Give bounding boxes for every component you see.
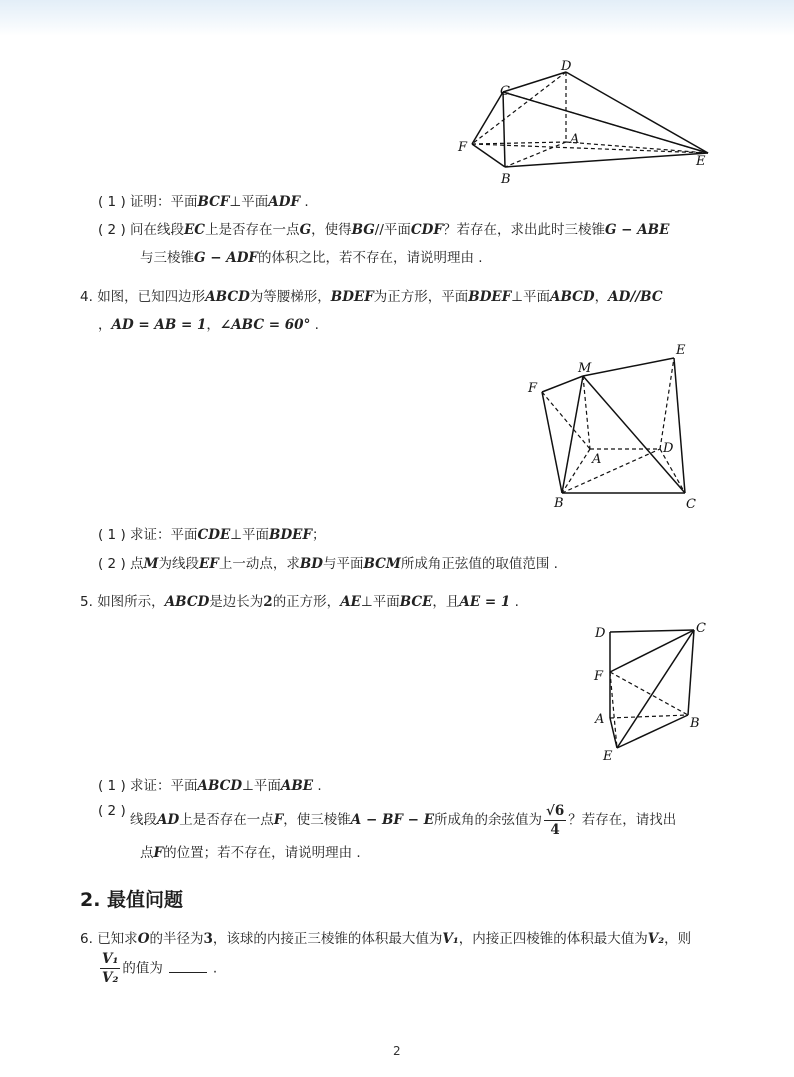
- part-number: ( 1 ): [98, 527, 126, 543]
- math: ∠ABC = 60°: [219, 317, 311, 333]
- label-D: D: [663, 441, 674, 456]
- text: 所成角正弦值的取值范围 .: [400, 556, 558, 572]
- text: 上是否存在一点: [205, 222, 300, 238]
- math: EC: [184, 222, 206, 238]
- fraction-sqrt6-over-4: [544, 802, 566, 839]
- q4-part1: [98, 525, 326, 545]
- math: AD = AB = 1: [111, 317, 207, 333]
- text: ？若存在，求出此时三棱锥: [442, 222, 605, 238]
- fraction-denominator: 4: [550, 821, 560, 838]
- text: 的位置；若不存在，请说明理由 .: [163, 845, 361, 861]
- part-number: ( 1 ): [98, 194, 126, 210]
- text: ，: [206, 317, 220, 333]
- q5-part2: [98, 800, 676, 840]
- q4-statement: [80, 287, 663, 307]
- math: BCE: [399, 594, 433, 610]
- question-number: 4.: [80, 289, 93, 305]
- symbol: ⊥: [360, 594, 373, 610]
- text: ；: [312, 527, 326, 543]
- label-A: A: [570, 132, 580, 147]
- label-E: E: [696, 154, 706, 169]
- header-band: [0, 0, 794, 36]
- label-C: C: [500, 84, 510, 99]
- text: 的体积之比，若不存在，请说明理由 .: [258, 250, 483, 266]
- text: 为正方形，平面: [373, 289, 469, 305]
- label-B: B: [690, 716, 700, 731]
- q6-statement-cont: [98, 950, 217, 987]
- math: BDEF: [468, 289, 512, 305]
- text: 的值为: [122, 960, 163, 977]
- part-number: ( 2 ): [98, 803, 126, 819]
- symbol: ⊥: [242, 778, 254, 794]
- text: 上一动点，求: [218, 556, 300, 572]
- answer-blank[interactable]: [169, 960, 207, 973]
- q4-statement-cont: [98, 315, 319, 335]
- fraction-numerator: √6: [545, 802, 565, 819]
- math: ABCD: [550, 289, 595, 305]
- math: ADF: [268, 194, 301, 210]
- text: 点: [130, 556, 144, 572]
- math: AE = 1: [459, 594, 511, 610]
- question-number: 5.: [80, 594, 93, 610]
- symbol: ⊥: [230, 527, 243, 543]
- text: 线段: [130, 812, 158, 828]
- text: 与平面: [322, 556, 364, 572]
- figure-q4: [520, 338, 710, 516]
- math: G: [299, 222, 312, 238]
- part-number: ( 1 ): [98, 778, 126, 794]
- math: BDEF: [269, 527, 313, 543]
- label-C: C: [696, 621, 706, 636]
- text: 已知求: [97, 931, 138, 947]
- text: 平面: [242, 527, 270, 543]
- label-D: D: [561, 59, 572, 74]
- text: 证明：平面: [130, 194, 198, 210]
- text: 平面: [241, 194, 269, 210]
- text: 为等腰梯形，: [249, 289, 331, 305]
- text: 是边长为: [209, 594, 264, 610]
- q3-part1: [98, 192, 309, 212]
- text: 点: [140, 845, 154, 861]
- text: 如图所示，: [97, 594, 165, 610]
- q6-statement: [80, 929, 691, 949]
- math: EF: [198, 556, 219, 572]
- text: 的正方形，: [272, 594, 341, 610]
- text: ，且: [432, 594, 460, 610]
- text: ，则: [664, 931, 692, 947]
- symbol: ⊥: [511, 289, 524, 305]
- question-number: 6.: [80, 931, 93, 947]
- q5-part1: [98, 776, 322, 796]
- math: AD: [157, 812, 180, 828]
- math: 2: [263, 594, 273, 610]
- page-number: 2: [393, 1044, 401, 1058]
- figure-q3: [450, 52, 720, 192]
- math: CDF: [410, 222, 443, 238]
- text: 求证：平面: [130, 778, 198, 794]
- label-M: M: [578, 361, 592, 376]
- math: F: [273, 812, 284, 828]
- label-E: E: [603, 749, 613, 764]
- text: 平面: [383, 222, 411, 238]
- math: G − ABE: [604, 222, 670, 238]
- part-number: ( 2 ): [98, 222, 126, 238]
- text: ？若存在，请找出: [568, 812, 677, 828]
- text: .: [310, 317, 319, 333]
- section-title: 2. 最值问题: [80, 889, 184, 911]
- math: BD: [299, 556, 323, 572]
- label-C: C: [686, 497, 696, 512]
- math: BG: [351, 222, 375, 238]
- text: ，: [594, 289, 609, 305]
- text: ，使得: [311, 222, 352, 238]
- fraction-v1-over-v2: [100, 950, 120, 987]
- text: 问在线段: [130, 222, 185, 238]
- symbol: ⊥: [229, 194, 242, 210]
- math: M: [143, 556, 159, 572]
- label-D: D: [595, 626, 606, 641]
- label-F: F: [458, 140, 468, 155]
- text: 平面: [372, 594, 400, 610]
- math: AE: [340, 594, 361, 610]
- fraction-numerator: V₁: [102, 951, 119, 967]
- q5-part2-cont: [140, 843, 361, 863]
- math: BDEF: [330, 289, 374, 305]
- math: O: [137, 931, 150, 947]
- text: ，: [98, 317, 112, 333]
- text: 为线段: [158, 556, 199, 572]
- text: .: [304, 194, 309, 210]
- math: V₁: [442, 931, 459, 947]
- math: G − ADF: [194, 250, 259, 266]
- text: 平面: [253, 778, 281, 794]
- label-B: B: [554, 496, 564, 511]
- text: .: [313, 778, 322, 794]
- math: A − BF − E: [350, 812, 434, 828]
- text: 求证：平面: [130, 527, 198, 543]
- text: 如图，已知四边形: [97, 289, 206, 305]
- math: CDE: [197, 527, 231, 543]
- text: ，该球的内接正三棱锥的体积最大值为: [212, 931, 443, 947]
- q4-part2: [98, 554, 558, 574]
- text: 上是否存在一点: [179, 812, 274, 828]
- text: 平面: [523, 289, 551, 305]
- text: .: [212, 960, 218, 977]
- label-A: A: [592, 452, 602, 467]
- label-F: F: [594, 669, 604, 684]
- text: ，使三棱锥: [283, 812, 351, 828]
- math: BCF: [197, 194, 230, 210]
- math: ABCD: [197, 778, 243, 794]
- fraction-denominator: V₂: [102, 970, 119, 986]
- figure-q5: [588, 618, 718, 766]
- text: .: [510, 594, 519, 610]
- math: ABCD: [205, 289, 250, 305]
- text: ，内接正四棱锥的体积最大值为: [458, 931, 648, 947]
- math: F: [153, 845, 164, 861]
- q3-part2-cont: [140, 248, 483, 268]
- math: AD//BC: [608, 289, 663, 305]
- math: V₂: [647, 931, 665, 947]
- label-B: B: [501, 172, 511, 187]
- text: 的半径为: [149, 931, 204, 947]
- symbol: //: [374, 222, 384, 238]
- math: 3: [203, 931, 213, 947]
- math: BCM: [363, 556, 401, 572]
- q5-statement: [80, 592, 519, 612]
- text: 所成角的余弦值为: [433, 812, 542, 828]
- q3-part2: [98, 220, 669, 240]
- label-E: E: [676, 343, 686, 358]
- math: ABE: [280, 778, 314, 794]
- math: ABCD: [164, 594, 210, 610]
- label-A: A: [595, 712, 605, 727]
- label-F: F: [528, 381, 538, 396]
- text: 与三棱锥: [140, 250, 194, 266]
- part-number: ( 2 ): [98, 556, 126, 572]
